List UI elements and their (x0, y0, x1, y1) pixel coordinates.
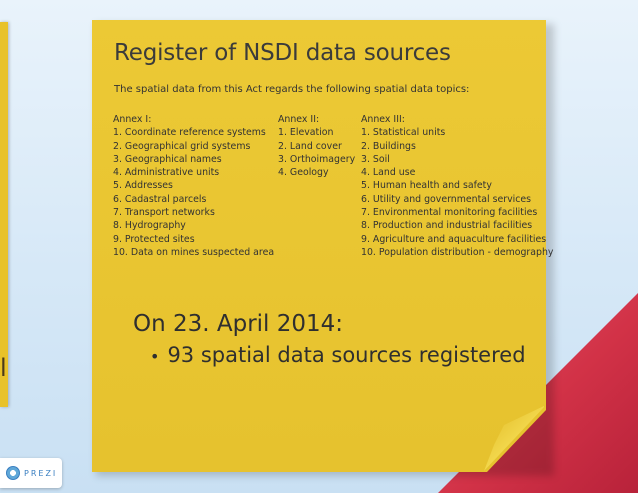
list-item: 10. Data on mines suspected area (113, 246, 275, 258)
list-item: 3. Geographical names (113, 153, 222, 165)
annex-heading: Annex III: (361, 114, 405, 125)
list-item: 4. Geology (278, 167, 329, 179)
prezi-label: PREZI (24, 468, 58, 478)
list-item: 5. Addresses (113, 180, 173, 192)
annex-heading: Annex I: (113, 114, 152, 125)
date-heading: On 23. April 2014: (133, 311, 344, 337)
list-item: 2. Buildings (361, 140, 416, 152)
list-item: 2. Geographical grid systems (113, 140, 251, 152)
intro-text: The spatial data from this Act regards the following spatial data topics: (114, 84, 470, 95)
bullet-text: 93 spatial data sources registered (167, 343, 526, 367)
previous-note-text: l (0, 354, 7, 382)
list-item: 4. Land use (361, 167, 416, 179)
list-item: 9. Agriculture and aquaculture facilities (361, 233, 547, 245)
annex-heading: Annex II: (278, 114, 320, 125)
list-item: 7. Transport networks (113, 207, 215, 219)
list-item: 3. Orthoimagery (278, 153, 356, 165)
bullet-point (150, 343, 526, 367)
slide-title: Register of NSDI data sources (114, 40, 451, 66)
bullet-icon: • (150, 346, 160, 366)
list-item: 8. Production and industrial facilities (361, 220, 533, 232)
prezi-badge[interactable] (0, 458, 62, 488)
prezi-logo-icon (6, 466, 20, 480)
list-item: 7. Environmental monitoring facilities (361, 207, 538, 219)
list-item: 1. Statistical units (361, 127, 446, 139)
list-item: 1. Elevation (278, 127, 334, 139)
list-item: 8. Hydrography (113, 220, 186, 232)
list-item: 1. Coordinate reference systems (113, 127, 266, 139)
list-item: 6. Cadastral parcels (113, 193, 207, 205)
list-item: 2. Land cover (278, 140, 342, 152)
annex-1-list (113, 113, 274, 259)
annex-3-list (361, 113, 553, 259)
list-item: 3. Soil (361, 153, 390, 165)
annex-2-list (278, 113, 355, 179)
list-item: 5. Human health and safety (361, 180, 492, 192)
list-item: 4. Administrative units (113, 167, 220, 179)
list-item: 10. Population distribution - demography (361, 246, 554, 258)
previous-note-edge (0, 22, 8, 407)
list-item: 6. Utility and governmental services (361, 193, 532, 205)
list-item: 9. Protected sites (113, 233, 195, 245)
